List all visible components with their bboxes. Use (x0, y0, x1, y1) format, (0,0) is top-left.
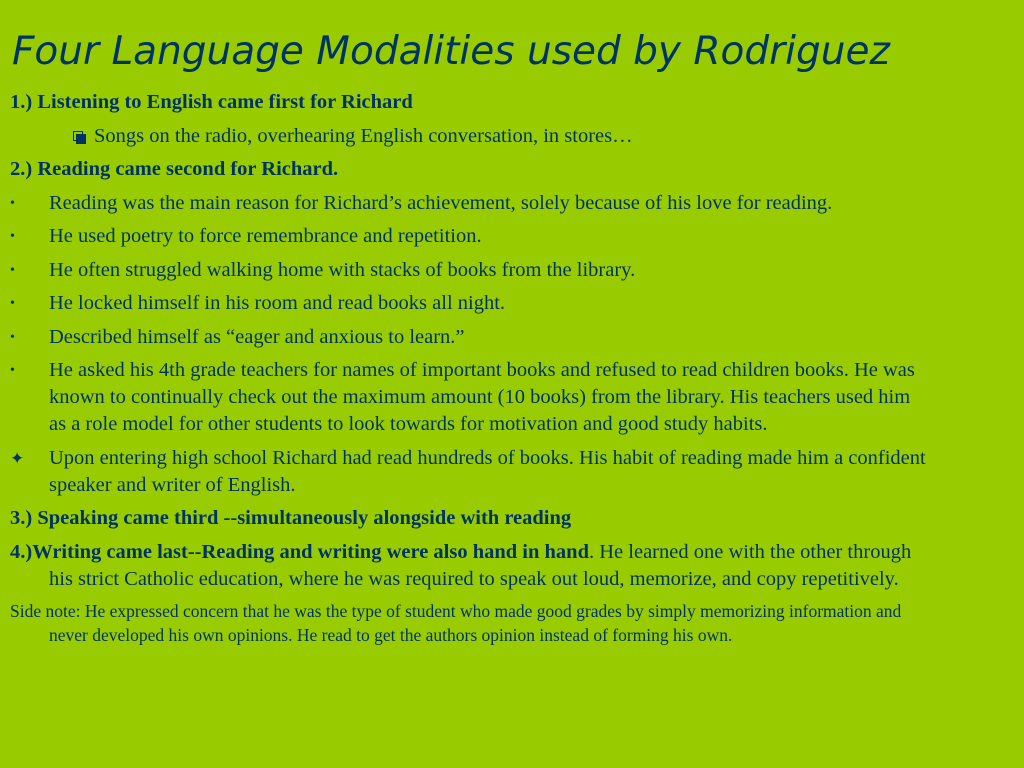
bullet-locked-room (10, 290, 928, 317)
shadowed-square-icon (73, 131, 83, 141)
four-point-star-icon: ✦ (10, 448, 25, 468)
heading-writing-rest: . He learned one with the other through his strict Catholic education, where he was required to speak out loud, memorize, and copy repetitively. (49, 540, 912, 590)
bullet-text: He asked his 4th grade teachers for names of important books and refused to read children books. He was known to continually check out the maximum amount (10 books) from the library. His teachers used him as a role model for other students to look towards for motivation and good study habits. (49, 359, 915, 435)
bullet-text: He often struggled walking home with stacks of books from the library. (49, 258, 636, 281)
slide-title: Four Language Modalities used by Rodriguez (12, 29, 890, 74)
heading-listening: 1.) Listening to English came first for Richard (10, 91, 413, 113)
sub-bullet-text: Songs on the radio, overhearing English conversation, in stores… (94, 124, 633, 147)
bullet-reading-reason (10, 190, 928, 217)
bullet-text: Reading was the main reason for Richard’s achievement, solely because of his love for reading. (49, 191, 833, 214)
bullet-poetry (10, 223, 928, 250)
slide-body (10, 89, 928, 654)
bullet-4th-grade (10, 357, 928, 438)
bullet-text: He used poetry to force remembrance and repetition. (49, 225, 482, 247)
dot-bullet-icon: • (10, 363, 15, 378)
heading-reading: 2.) Reading came second for Richard. (10, 158, 339, 180)
heading-writing (10, 539, 928, 593)
bullet-text: He locked himself in his room and read books all night. (49, 292, 506, 314)
bullet-stacks-of-books (10, 257, 928, 284)
dot-bullet-icon: • (10, 229, 15, 244)
heading-writing-bold: 4.)Writing came last--Reading and writing were also hand in hand (10, 540, 589, 563)
bullet-high-school (10, 445, 928, 499)
bullet-text: Described himself as “eager and anxious to learn.” (49, 325, 465, 348)
side-note: Side note: He expressed concern that he was the type of student who made good grades by simply memorizing information and never developed his own opinions. He read to get the authors opinion instead of forming his own. (10, 601, 902, 645)
dot-bullet-icon: • (10, 195, 15, 211)
dot-bullet-icon: • (10, 329, 15, 345)
dot-bullet-icon: • (10, 262, 15, 278)
sub-bullet-songs (10, 123, 928, 150)
bullet-eager (10, 324, 928, 351)
bullet-text: Upon entering high school Richard had read hundreds of books. His habit of reading made him a confident speaker and writer of English. (49, 446, 926, 496)
dot-bullet-icon: • (10, 296, 15, 311)
heading-speaking: 3.) Speaking came third --simultaneously alongside with reading (10, 507, 572, 529)
